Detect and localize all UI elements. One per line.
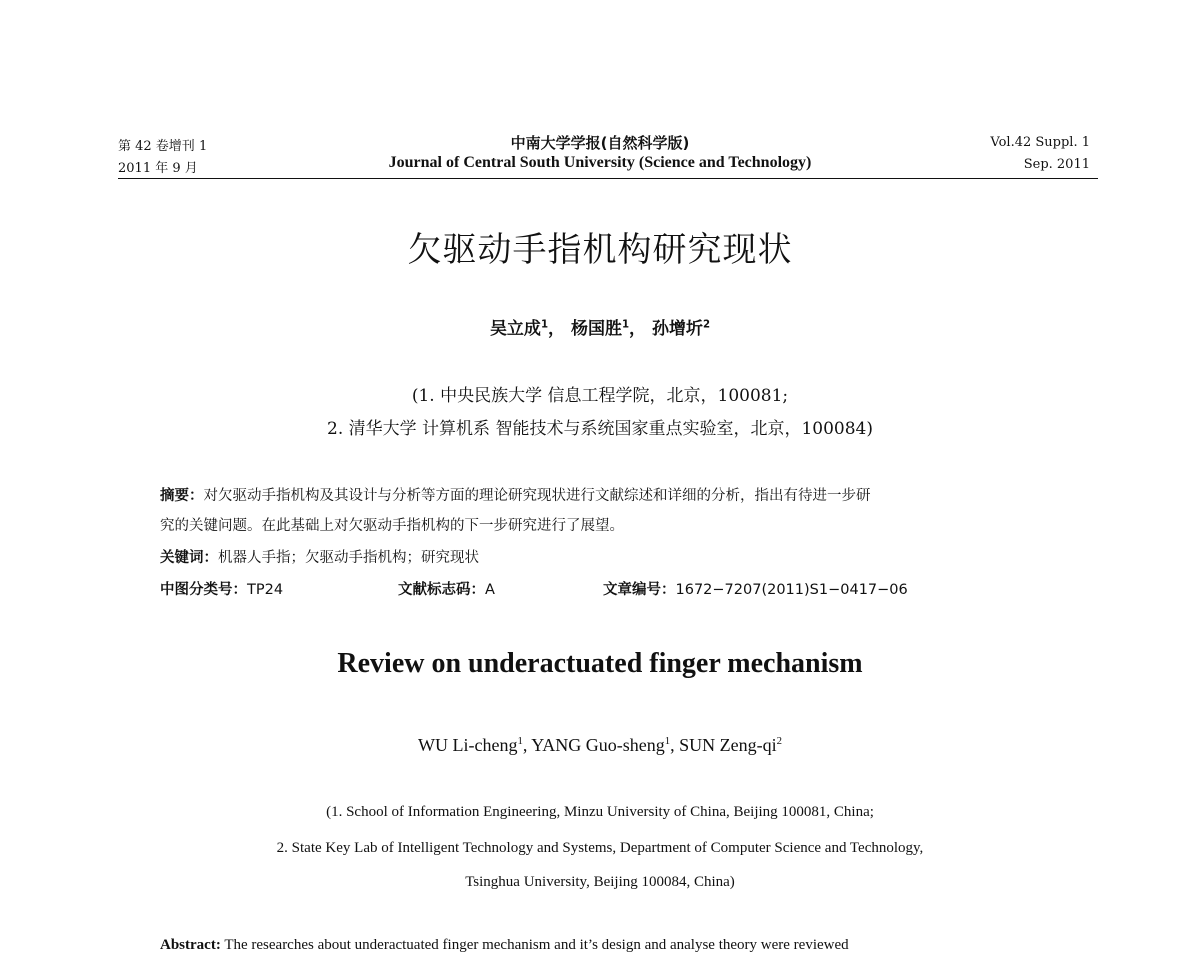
article-number-value: 1672−7207(2011)S1−0417−06 [675, 582, 908, 598]
author-cn-1: 吴立成 [489, 319, 541, 339]
class-number [160, 578, 283, 599]
header-rule [118, 178, 1098, 179]
doc-code-value: A [485, 582, 495, 598]
date-cn: 2011 年 9 月 [118, 161, 198, 176]
volume-cn: 第 42 卷增刊 1 [118, 139, 208, 154]
author-cn-3-sup: 2 [702, 319, 711, 331]
affiliation-en-2: 2. State Key Lab of Intelligent Technology and Systems, Department of Computer Science and Technology, [276, 840, 924, 856]
author-en-2-sep: , [670, 735, 680, 755]
class-number-value: TP24 [247, 582, 284, 598]
doc-code-label: 文献标志码： [398, 582, 485, 598]
author-en-1-sup: 1 [517, 734, 523, 747]
abstract-cn-line-1 [160, 484, 871, 505]
doc-code [398, 578, 495, 599]
abstract-en-label: Abstract: [160, 937, 221, 953]
affiliation-cn-2: 2. 清华大学 计算机系 智能技术与系统国家重点实验室，北京，100084) [327, 419, 873, 439]
journal-name-cn: 中南大学学报(自然科学版) [510, 134, 690, 152]
affiliation-cn-1: (1. 中央民族大学 信息工程学院，北京，100081; [411, 386, 789, 406]
article-number [603, 578, 908, 599]
affiliation-en-3: Tsinghua University, Beijing 100084, China) [465, 874, 735, 890]
keywords-cn-label: 关键词： [160, 550, 218, 566]
affiliation-en-1: (1. School of Information Engineering, Minzu University of China, Beijing 100081, China; [326, 804, 874, 820]
abstract-cn-text-1: 对欠驱动手指机构及其设计与分析等方面的理论研究现状进行文献综述和详细的分析，指出有待进一步研 [203, 488, 871, 504]
date-en: Sep. 2011 [1023, 157, 1090, 172]
author-cn-2-sup: 1 [621, 319, 630, 331]
author-en-2: YANG Guo-sheng [531, 735, 665, 755]
author-en-2-sup: 1 [664, 734, 671, 747]
volume-en: Vol.42 Suppl. 1 [990, 135, 1090, 150]
author-cn-2: 杨国胜 [570, 319, 622, 339]
class-number-label: 中图分类号： [160, 582, 247, 598]
title-cn: 欠驱动手指机构研究现状 [407, 230, 793, 270]
author-cn-3: 孙增圻 [651, 319, 703, 339]
abstract-en-text-1: The researches about underactuated finger mechanism and it’s design and analyse theory were reviewed [224, 937, 849, 953]
journal-name-en: Journal of Central South University (Science and Technology) [388, 154, 812, 171]
author-en-3: SUN Zeng-qi [679, 735, 777, 755]
abstract-cn-label: 摘要： [160, 488, 204, 504]
title-en: Review on underactuated finger mechanism [337, 648, 863, 679]
authors-cn [0, 314, 1200, 339]
author-en-3-sup: 2 [776, 734, 783, 747]
author-en-1: WU Li-cheng [417, 735, 518, 755]
abstract-en-line-1 [160, 937, 849, 954]
author-cn-2-sep: ， [629, 319, 647, 339]
author-cn-1-sup: 1 [540, 319, 549, 331]
authors-en [0, 735, 1200, 756]
keywords-cn-text: 机器人手指；欠驱动手指机构；研究现状 [218, 550, 479, 566]
article-number-label: 文章编号： [603, 582, 676, 598]
abstract-cn-line-2: 究的关键问题。在此基础上对欠驱动手指机构的下一步研究进行了展望。 [160, 518, 624, 534]
author-cn-1-sep: ， [548, 319, 566, 339]
author-en-1-sep: , [522, 735, 532, 755]
keywords-cn [160, 546, 479, 567]
